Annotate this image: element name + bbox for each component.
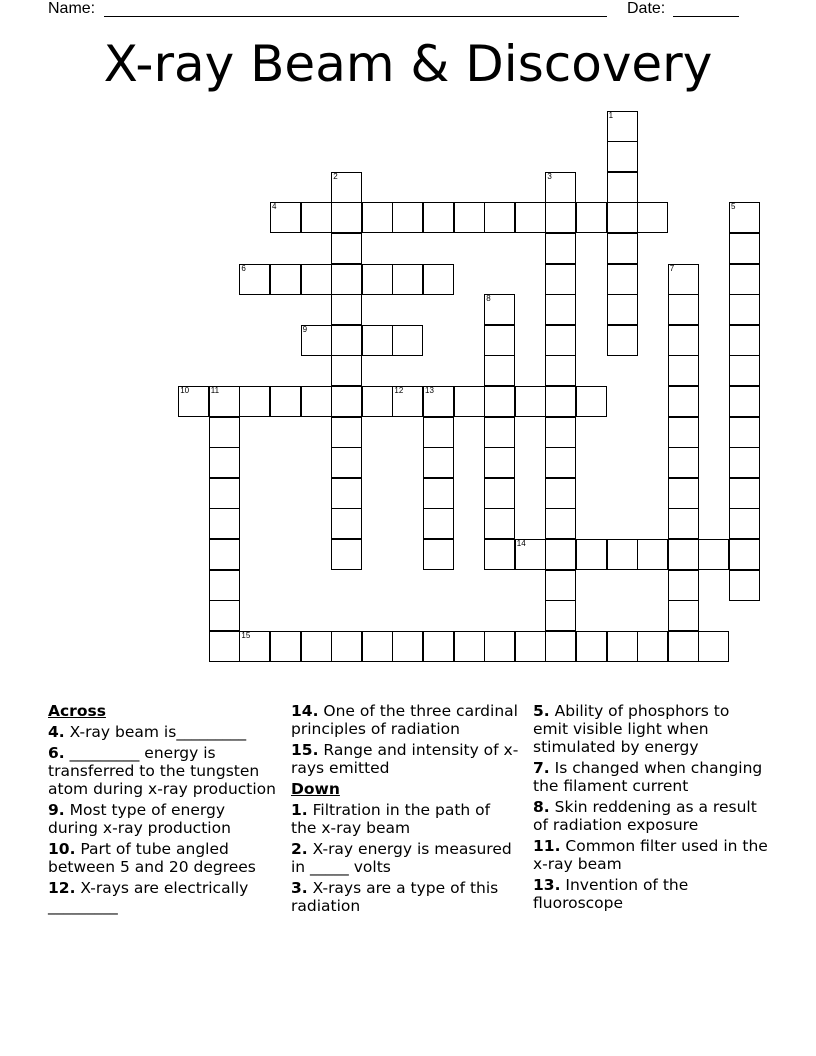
grid-cell[interactable]: [209, 539, 240, 570]
grid-cell[interactable]: [576, 202, 607, 233]
grid-cell[interactable]: [331, 508, 362, 539]
grid-cell[interactable]: [545, 508, 576, 539]
clue-down: [533, 798, 768, 834]
grid-cell[interactable]: [729, 570, 760, 601]
grid-cell[interactable]: [301, 202, 332, 233]
grid-cell[interactable]: [454, 386, 485, 417]
grid-cell[interactable]: [668, 355, 699, 386]
grid-cell[interactable]: [484, 325, 515, 356]
grid-cell[interactable]: [331, 264, 362, 295]
grid-cell[interactable]: [484, 386, 515, 417]
grid-cell[interactable]: [454, 631, 485, 662]
grid-cell[interactable]: [668, 631, 699, 662]
grid-cell[interactable]: [576, 539, 607, 570]
clue-across: [48, 723, 276, 741]
clue-number: 5.: [533, 702, 550, 720]
grid-cell[interactable]: [545, 172, 576, 203]
clue-text: Ability of phosphors to emit visible light when stimulated by energy: [533, 702, 730, 756]
clue-text: Invention of the fluoroscope: [533, 876, 689, 912]
grid-cell[interactable]: [239, 264, 270, 295]
grid-cell[interactable]: [331, 233, 362, 264]
clue-number: 7.: [533, 759, 550, 777]
puzzle-title: X-ray Beam & Discovery: [103, 35, 713, 93]
cell-number: 1: [608, 110, 614, 120]
clue-text: One of the three cardinal principles of radiation: [291, 702, 518, 738]
grid-cell[interactable]: [331, 539, 362, 570]
grid-cell[interactable]: [545, 294, 576, 325]
grid-cell[interactable]: [392, 386, 423, 417]
clue-text: X-ray energy is measured in _____ volts: [291, 840, 512, 876]
grid-cell[interactable]: [545, 539, 576, 570]
grid-cell[interactable]: [423, 264, 454, 295]
clue-text: Skin reddening as a result of radiation exposure: [533, 798, 757, 834]
grid-cell[interactable]: [392, 264, 423, 295]
grid-cell[interactable]: [301, 386, 332, 417]
clue-text: Most type of energy during x-ray production: [48, 801, 231, 837]
grid-cell[interactable]: [545, 325, 576, 356]
grid-cell[interactable]: [331, 202, 362, 233]
grid-cell[interactable]: [301, 264, 332, 295]
grid-cell[interactable]: [637, 539, 668, 570]
grid-cell[interactable]: [331, 355, 362, 386]
grid-cell[interactable]: [209, 508, 240, 539]
clue-text: X-ray beam is_________: [69, 723, 247, 741]
grid-cell[interactable]: [423, 539, 454, 570]
clue-number: 11.: [533, 837, 561, 855]
grid-cell[interactable]: [576, 386, 607, 417]
grid-cell[interactable]: [729, 355, 760, 386]
grid-cell[interactable]: [239, 631, 270, 662]
clue-text: _________ energy is transferred to the tungsten atom during x-ray production: [48, 744, 276, 798]
grid-cell[interactable]: [668, 478, 699, 509]
grid-cell[interactable]: [270, 202, 301, 233]
grid-cell[interactable]: [545, 600, 576, 631]
grid-cell[interactable]: [331, 631, 362, 662]
clue-number: 15.: [291, 741, 319, 759]
clue-number: 2.: [291, 840, 308, 858]
grid-cell[interactable]: [423, 631, 454, 662]
clues-column-3: [533, 702, 768, 915]
grid-cell[interactable]: [362, 264, 393, 295]
grid-cell[interactable]: [607, 111, 638, 142]
cell-number: 11: [210, 386, 220, 395]
clue-number: 13.: [533, 876, 561, 894]
grid-cell[interactable]: [209, 570, 240, 601]
grid-cell[interactable]: [484, 508, 515, 539]
clue-text: X-rays are a type of this radiation: [291, 879, 499, 915]
grid-cell[interactable]: [668, 539, 699, 570]
clue-number: 6.: [48, 744, 65, 762]
grid-cell[interactable]: [209, 631, 240, 662]
grid-cell[interactable]: [668, 325, 699, 356]
grid-cell[interactable]: [637, 202, 668, 233]
grid-cell[interactable]: [362, 325, 393, 356]
cell-number: 5: [731, 202, 736, 212]
grid-cell[interactable]: [545, 631, 576, 662]
cell-number: 15: [241, 630, 251, 640]
grid-cell[interactable]: [301, 325, 332, 356]
clue-text: Is changed when changing the filament current: [533, 759, 763, 795]
grid-cell[interactable]: [454, 202, 485, 233]
grid-cell[interactable]: [607, 233, 638, 264]
grid-cell[interactable]: [515, 631, 546, 662]
grid-cell[interactable]: [423, 478, 454, 509]
cell-number: 9: [302, 324, 308, 334]
grid-cell[interactable]: [178, 386, 209, 417]
grid-cell[interactable]: [270, 264, 301, 295]
grid-cell[interactable]: [607, 264, 638, 295]
clue-number: 10.: [48, 840, 76, 858]
grid-cell[interactable]: [515, 202, 546, 233]
grid-cell[interactable]: [545, 447, 576, 478]
cell-number: 10: [180, 386, 190, 395]
grid-cell[interactable]: [668, 600, 699, 631]
cell-number: 7: [669, 263, 675, 273]
grid-cell[interactable]: [331, 386, 362, 417]
grid-cell[interactable]: [209, 447, 240, 478]
grid-cell[interactable]: [607, 539, 638, 570]
grid-cell[interactable]: [545, 264, 576, 295]
clue-text: Range and intensity of x-rays emitted: [291, 741, 519, 777]
grid-cell[interactable]: [423, 202, 454, 233]
grid-cell[interactable]: [423, 386, 454, 417]
grid-cell[interactable]: [423, 508, 454, 539]
clue-across: [291, 741, 519, 777]
clue-down: [533, 759, 768, 795]
cell-number: 2: [333, 171, 338, 181]
grid-cell[interactable]: [209, 386, 240, 417]
clue-down: [291, 840, 519, 876]
clue-number: 14.: [291, 702, 319, 720]
grid-cell[interactable]: [484, 202, 515, 233]
grid-cell[interactable]: [209, 478, 240, 509]
cell-number: 6: [241, 263, 246, 273]
grid-cell[interactable]: [423, 447, 454, 478]
grid-cell[interactable]: [729, 294, 760, 325]
grid-cell[interactable]: [484, 539, 515, 570]
across-heading: Across: [48, 702, 106, 720]
grid-cell[interactable]: [545, 417, 576, 448]
clue-across: [291, 702, 519, 738]
clue-number: 4.: [48, 723, 65, 741]
grid-cell[interactable]: [362, 631, 393, 662]
grid-cell[interactable]: [668, 508, 699, 539]
clue-across: [48, 879, 276, 915]
grid-cell[interactable]: [362, 386, 393, 417]
grid-cell[interactable]: [484, 478, 515, 509]
grid-cell[interactable]: [637, 631, 668, 662]
grid-cell[interactable]: [729, 264, 760, 295]
grid-cell[interactable]: [392, 631, 423, 662]
grid-cell[interactable]: [423, 417, 454, 448]
grid-cell[interactable]: [484, 294, 515, 325]
clue-text: Common filter used in the x-ray beam: [533, 837, 768, 873]
grid-cell[interactable]: [484, 447, 515, 478]
clue-text: X-rays are electrically _________: [48, 879, 249, 915]
grid-cell[interactable]: [239, 386, 270, 417]
grid-cell[interactable]: [698, 539, 729, 570]
clue-across: [48, 840, 276, 876]
grid-cell[interactable]: [331, 447, 362, 478]
grid-cell[interactable]: [301, 631, 332, 662]
grid-cell[interactable]: [362, 202, 393, 233]
clues-column-1: [48, 702, 276, 918]
grid-cell[interactable]: [209, 417, 240, 448]
clues-column-2: [291, 702, 519, 918]
grid-cell[interactable]: [668, 447, 699, 478]
grid-cell[interactable]: [545, 478, 576, 509]
grid-cell[interactable]: [270, 631, 301, 662]
cell-number: 12: [394, 386, 404, 395]
clue-text: Part of tube angled between 5 and 20 degrees: [48, 840, 256, 876]
grid-cell[interactable]: [729, 417, 760, 448]
cell-number: 3: [547, 171, 552, 181]
grid-cell[interactable]: [607, 631, 638, 662]
clue-down: [533, 837, 768, 873]
clue-number: 1.: [291, 801, 308, 819]
grid-cell[interactable]: [607, 172, 638, 203]
grid-cell[interactable]: [515, 386, 546, 417]
grid-cell[interactable]: [698, 631, 729, 662]
grid-cell[interactable]: [331, 294, 362, 325]
grid-cell[interactable]: [484, 417, 515, 448]
grid-cell[interactable]: [209, 600, 240, 631]
grid-cell[interactable]: [668, 264, 699, 295]
grid-cell[interactable]: [392, 202, 423, 233]
grid-cell[interactable]: [729, 233, 760, 264]
grid-cell[interactable]: [607, 141, 638, 172]
grid-cell[interactable]: [668, 570, 699, 601]
clue-across: [48, 801, 276, 837]
grid-cell[interactable]: [545, 386, 576, 417]
grid-cell[interactable]: [545, 355, 576, 386]
clue-number: 9.: [48, 801, 65, 819]
clue-number: 12.: [48, 879, 76, 897]
grid-cell[interactable]: [729, 508, 760, 539]
grid-cell[interactable]: [545, 233, 576, 264]
grid-cell[interactable]: [515, 539, 546, 570]
grid-cell[interactable]: [545, 202, 576, 233]
grid-cell[interactable]: [729, 539, 760, 570]
name-label: Name:: [48, 0, 96, 17]
grid-cell[interactable]: [729, 478, 760, 509]
clue-number: 3.: [291, 879, 308, 897]
clue-down: [533, 702, 768, 756]
grid-cell[interactable]: [331, 417, 362, 448]
grid-cell[interactable]: [729, 325, 760, 356]
cell-number: 13: [425, 386, 434, 395]
grid-cell[interactable]: [331, 325, 362, 356]
date-label: Date:: [627, 0, 666, 17]
grid-cell[interactable]: [668, 294, 699, 325]
grid-cell[interactable]: [484, 631, 515, 662]
down-heading: Down: [291, 780, 340, 798]
clue-down: [291, 879, 519, 915]
clue-across: [48, 744, 276, 798]
grid-cell[interactable]: [729, 447, 760, 478]
clue-down: [533, 876, 768, 912]
grid-cell[interactable]: [668, 386, 699, 417]
clue-number: 8.: [533, 798, 550, 816]
grid-cell[interactable]: [392, 325, 423, 356]
clue-text: Filtration in the path of the x-ray beam: [291, 801, 491, 837]
grid-cell[interactable]: [607, 202, 638, 233]
grid-cell[interactable]: [607, 294, 638, 325]
grid-cell[interactable]: [545, 570, 576, 601]
cell-number: 8: [486, 294, 491, 304]
grid-cell[interactable]: [270, 386, 301, 417]
clue-down: [291, 801, 519, 837]
grid-cell[interactable]: [331, 478, 362, 509]
grid-cell[interactable]: [729, 386, 760, 417]
grid-cell[interactable]: [729, 202, 760, 233]
grid-cell[interactable]: [576, 631, 607, 662]
grid-cell[interactable]: [484, 355, 515, 386]
cell-number: 14: [516, 539, 526, 548]
grid-cell[interactable]: [668, 417, 699, 448]
grid-cell[interactable]: [331, 172, 362, 203]
grid-cell[interactable]: [607, 325, 638, 356]
cell-number: 4: [272, 202, 277, 212]
